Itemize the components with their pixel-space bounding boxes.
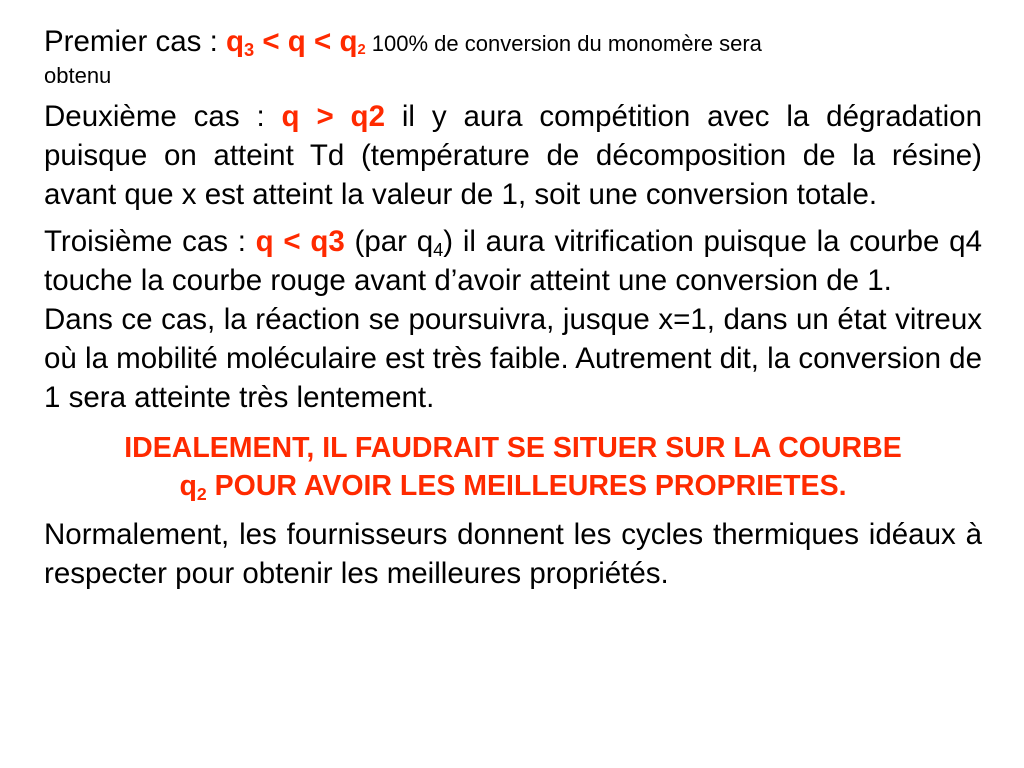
case-3-rest: ) il aura vitrification puisque la courbe q4 touche la courbe rouge avant d’avoir atteint une conversion de 1. <box>44 225 982 297</box>
case-1-lead: Premier cas : <box>44 25 226 58</box>
cond-q2: q <box>339 25 358 58</box>
case-2-rest: il y aura compétition avec la dégradation puisque on atteint Td (température de décomposition de la résine) avant que x est atteint la valeur de 1, soit une conversion totale. <box>44 100 982 211</box>
cond-lt: < q < <box>254 25 340 58</box>
emphasis-line-1: IDEALEMENT, IL FAUDRAIT SE SITUER SUR LA COURBE <box>124 432 902 464</box>
case-1-condition <box>225 25 366 61</box>
cond-q3-subscript: 3 <box>244 39 255 61</box>
case-1-rest: 100% de conversion du monomère sera <box>365 31 762 56</box>
cond-q3: q <box>225 25 244 58</box>
case-3-condition: q < q3 <box>255 225 345 258</box>
cond-q2-subscript: 2 <box>357 42 366 59</box>
emphasis-statement <box>44 429 982 505</box>
case-3-mid: (par q <box>344 225 434 258</box>
case-1-paragraph <box>44 22 982 89</box>
case-3-mid-subscript: 4 <box>433 239 444 261</box>
emphasis-q-subscript: 2 <box>196 483 207 504</box>
case-1-rest-line-2: obtenu <box>44 63 112 88</box>
emphasis-q: q <box>179 470 197 502</box>
emphasis-line-2: POUR AVOIR LES MEILLEURES PROPRIETES. <box>206 470 847 502</box>
case-3-followup-paragraph: Dans ce cas, la réaction se poursuivra, jusque x=1, dans un état vitreux où la mobilité moléculaire est très faible. Autrement dit, la conversion de 1 sera atteinte très lentement. <box>44 303 982 414</box>
case-3-lead: Troisième cas : <box>44 225 256 258</box>
case-2-paragraph <box>44 97 982 214</box>
case-2-lead: Deuxième cas : <box>44 100 282 133</box>
case-2-condition: q > q2 <box>281 100 385 133</box>
conclusion-paragraph: Normalement, les fournisseurs donnent les cycles thermiques idéaux à respecter pour obtenir les meilleures propriétés. <box>44 518 982 590</box>
case-3-paragraph <box>44 222 982 300</box>
slide-content <box>44 22 982 593</box>
